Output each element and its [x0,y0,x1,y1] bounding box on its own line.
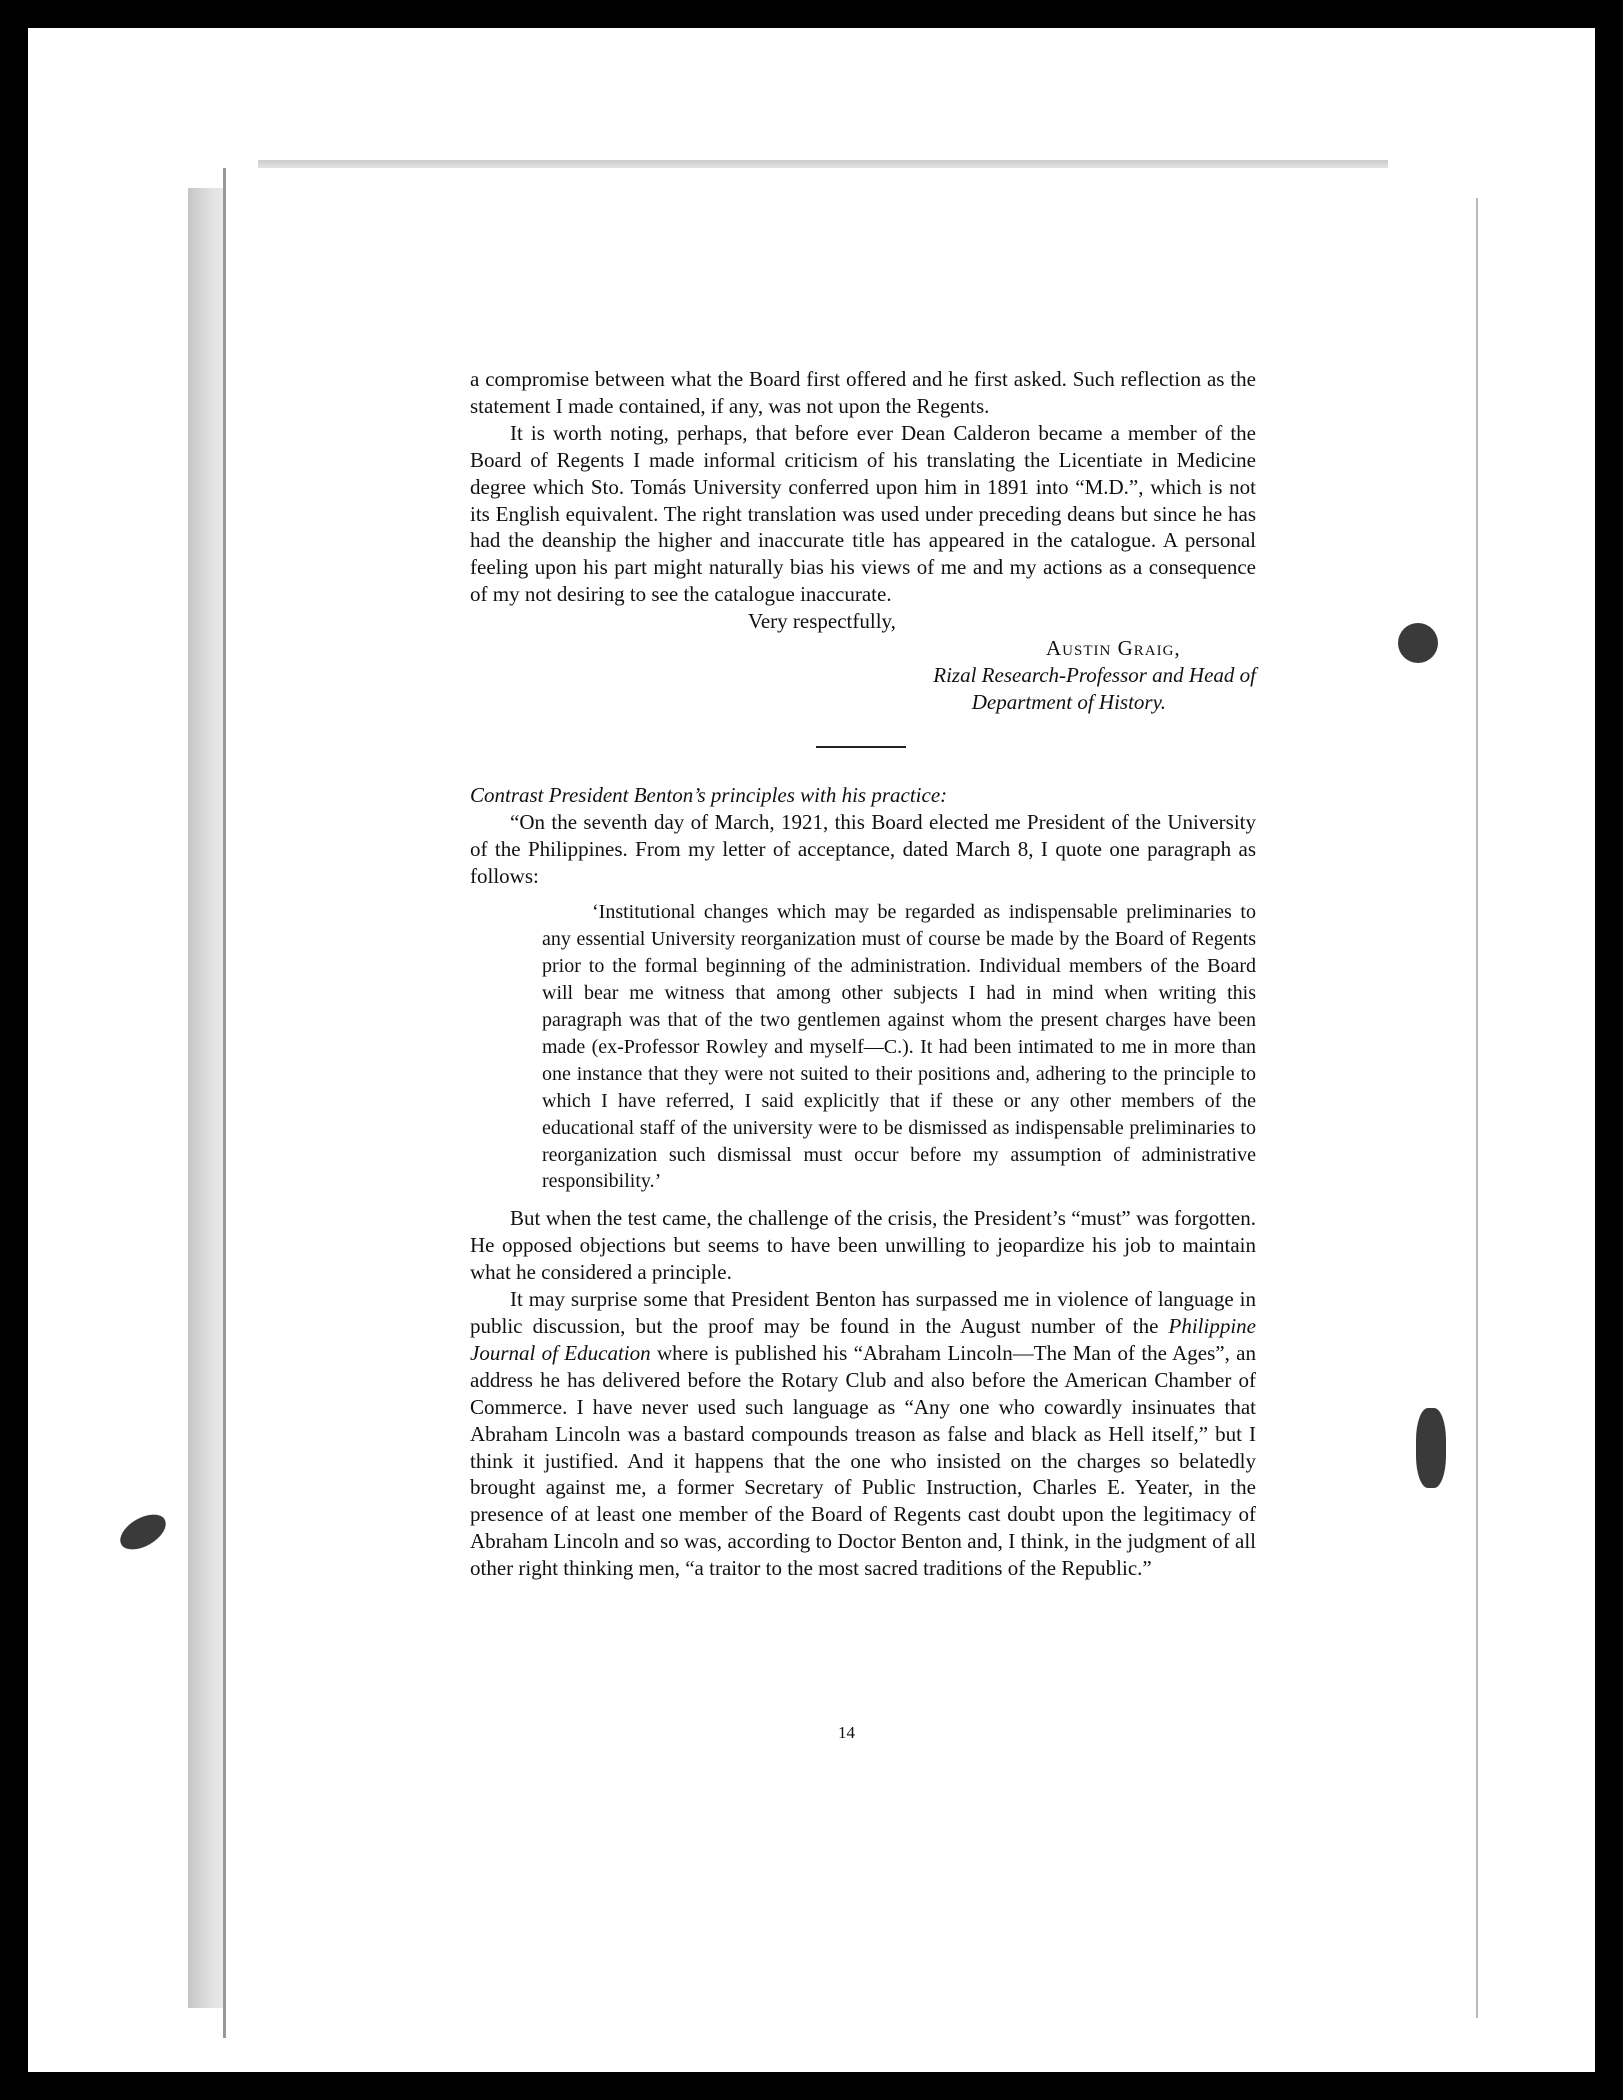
journal-title: Philippine Journal of Education [470,1314,1256,1365]
page-text [470,366,1256,1582]
section-divider [816,746,906,748]
quote-text: ‘Institutional changes which may be regarded as indispensable preliminaries to any essential University reorganization must of course be made by the Board of Regents prior to the formal beginning of the administration. Individual members of the Board will bear me witness that among other subjects I had in mind when writing this paragraph was that of the two gentlemen against whom the present charges have been made (ex-Professor Rowley and myself—C.). It had been intimated to me in more than one instance that they were not suited to their positions and, adhering to the principle to which I have referred, I said explicitly that if these or any other members of the educational staff of the university were to be dismissed as indispensable preliminaries to reorganization such dismissal must occur before my assumption of administrative responsibility.’ [542,901,1256,1193]
section-heading: Contrast President Benton’s principles with his practice: [470,782,948,807]
paragraph-surprise-before: It may surprise some that President Benton has surpassed me in violence of language in public discussion, but the proof may be found in the August number of the [470,1287,1256,1338]
ink-blot [1398,623,1438,663]
letter-paragraph-2: It is worth noting, perhaps, that before ever Dean Calderon became a member of the Board of Regents I made informal criticism of his translating the Licentiate in Medicine degree which Sto. Tomás University conferred upon him in 1891 into “M.D.”, which is not its English equivalent. The right translation was used under preceding deans but since he has had the deanship the higher and inaccurate title has appeared in the catalogue. A personal feeling upon his part might naturally bias his views of me and my actions as a consequence of my not desiring to see the catalogue inaccurate. [470,420,1256,607]
signer-title-line-2: Department of History. [971,689,1166,714]
block-quote [542,899,1256,1195]
paragraph-surprise [470,1286,1256,1582]
page-number: 14 [838,1723,855,1742]
signer-title-line-1: Rizal Research-Professor and Head of [933,662,1256,687]
letter-closing: Very respectfully, [748,609,896,634]
section-intro: “On the seventh day of March, 1921, this Board elected me President of the University of the Philippines. From my letter of acceptance, dated March 8, I quote one paragraph as follows: [470,809,1256,888]
signer-name: Austin Graig, [1046,636,1181,661]
scanned-page [28,28,1595,2072]
paragraph-test: But when the test came, the challenge of the crisis, the President’s “must” was forgotten. He opposed objections but seems to have been unwilling to jeopardize his job to maintain what he considered a principle. [470,1206,1256,1285]
ink-blot [1416,1408,1446,1488]
letter-paragraph-1: a compromise between what the Board first offered and he first asked. Such reflection as the statement I made contained, if any, was not upon the Regents. [470,367,1256,418]
ink-blot [114,1507,171,1556]
paragraph-surprise-after: where is published his “Abraham Lincoln—The Man of the Ages”, an address he has delivered before the Rotary Club and also before the American Chamber of Commerce. I have never used such language as “Any one who cowardly insinuates that Abraham Lincoln was a bastard compounds treason as false and black as Hell itself,” but I think it justified. And it happens that the one who insisted on the charges so belatedly brought against me, a former Secretary of Public Instruction, Charles E. Yeater, in the presence of at least one member of the Board of Regents cast doubt upon the legitimacy of Abraham Lincoln and so was, according to Doctor Benton and, I think, in the judgment of all other right thinking men, “a traitor to the most sacred traditions of the Republic.” [470,1340,1257,1581]
